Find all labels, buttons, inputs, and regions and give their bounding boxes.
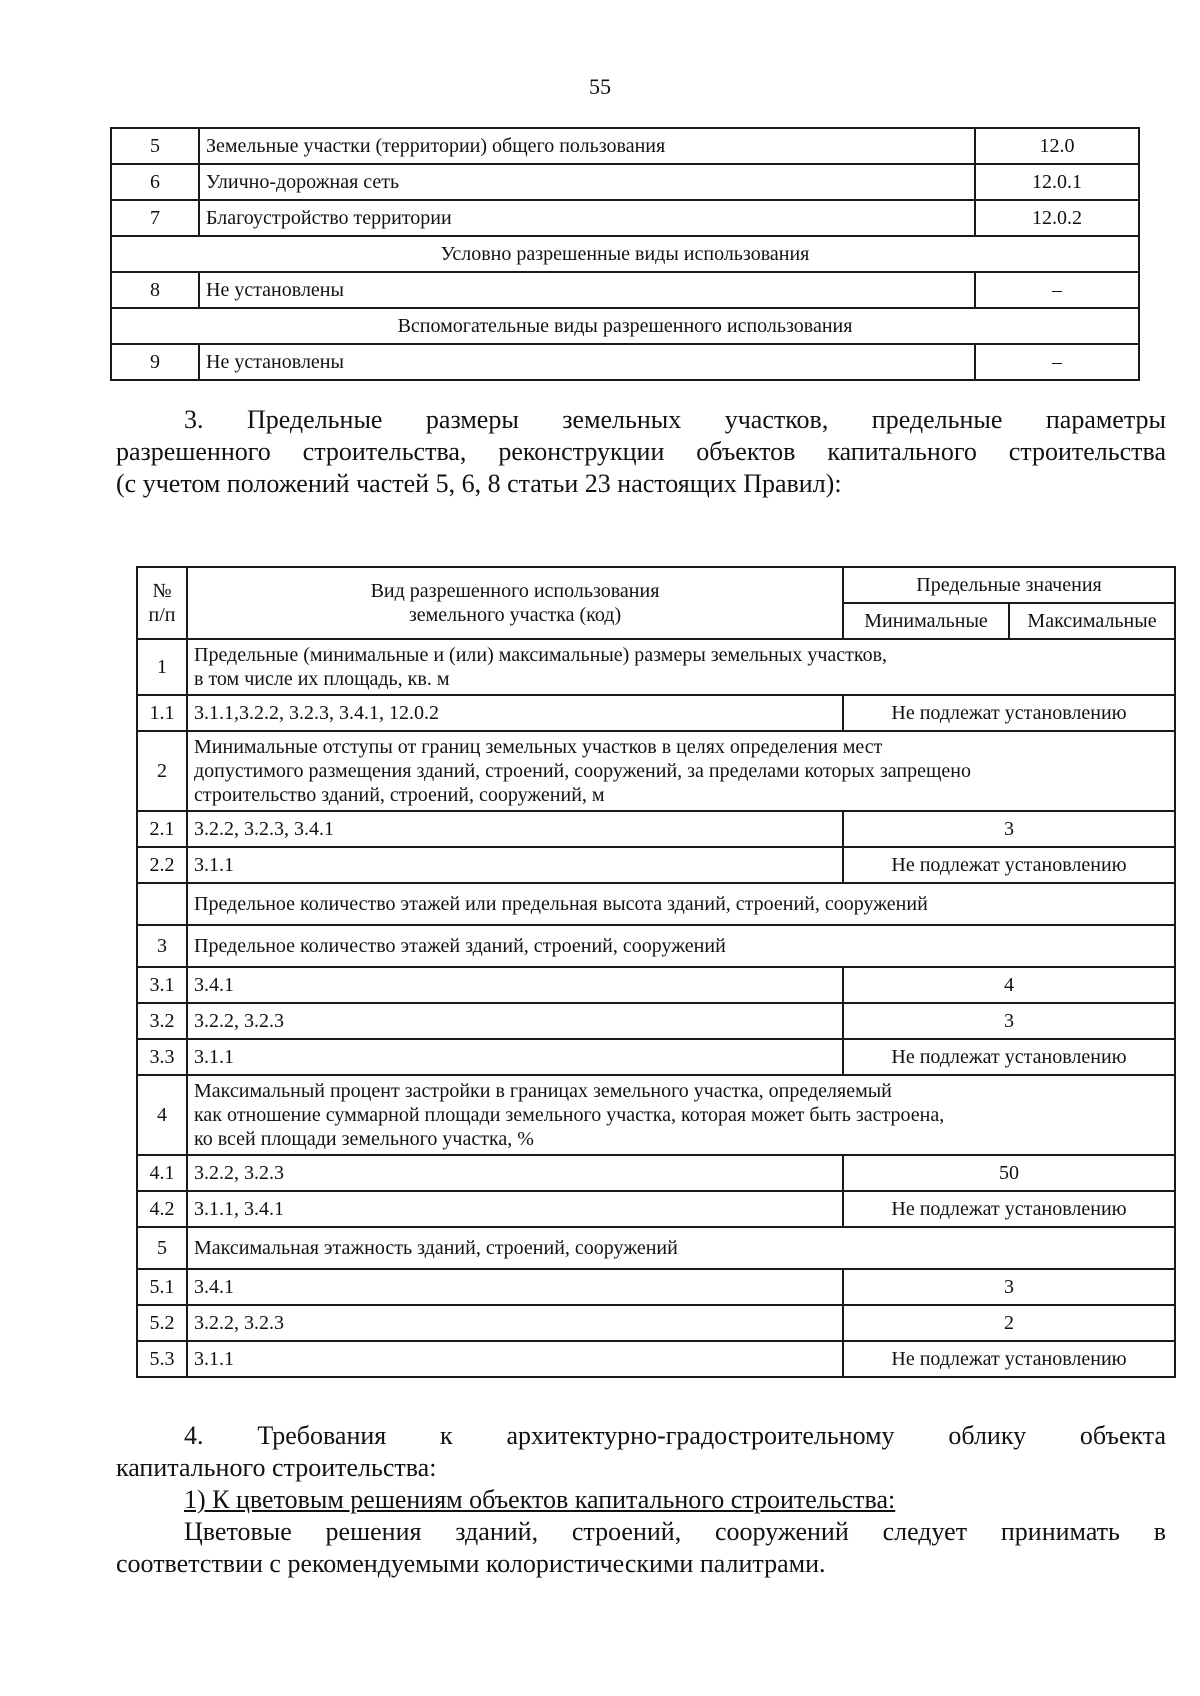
uses-num: 8 (111, 272, 199, 308)
uses-code: 12.0 (975, 128, 1139, 164)
limits-num: 1.1 (137, 695, 187, 731)
limits-value-row (137, 695, 1175, 731)
limits-value-row (137, 811, 1175, 847)
uses-name: Земельные участки (территории) общего пользования (199, 128, 975, 164)
section3-line3: (с учетом положений частей 5, 6, 8 статьи 23 настоящих Правил): (116, 469, 842, 498)
limits-codes: 3.2.2, 3.2.3, 3.4.1 (187, 811, 843, 847)
section4-item1 (116, 1484, 1166, 1516)
limits-table-body (137, 567, 1175, 1377)
page-number: 55 (589, 74, 611, 99)
limits-value-row (137, 1341, 1175, 1377)
permitted-uses-table (110, 127, 1140, 381)
limits-value: 3 (843, 811, 1175, 847)
limits-value: 50 (843, 1155, 1175, 1191)
limits-codes: 3.1.1 (187, 1341, 843, 1377)
limits-value: Не подлежат установлению (843, 1191, 1175, 1227)
limits-section-text: Предельное количество этажей или предельная высота зданий, строений, сооружений (187, 883, 1175, 925)
section3-line1: 3. Предельные размеры земельных участков, предельные параметры (184, 405, 1166, 434)
section4-para-line2: соответствии с рекомендуемыми колористическими палитрами. (116, 1549, 826, 1578)
limits-num: 5.1 (137, 1269, 187, 1305)
limits-section-text: Максимальная этажность зданий, строений, сооружений (187, 1227, 1175, 1269)
uses-num: 9 (111, 344, 199, 380)
limits-header-row (137, 567, 1175, 603)
section4-line1: 4. Требования к архитектурно-градостроительному облику объекта (184, 1421, 1166, 1450)
limits-section-text: Предельное количество этажей зданий, строений, сооружений (187, 925, 1175, 967)
limits-num: 2.2 (137, 847, 187, 883)
uses-heading: Условно разрешенные виды использования (111, 236, 1139, 272)
limits-section-text: Предельные (минимальные и (или) максимальные) размеры земельных участков, в том числе их площадь, кв. м (187, 639, 1175, 695)
uses-row (111, 200, 1139, 236)
limits-value-row (137, 847, 1175, 883)
limits-num: 2 (137, 731, 187, 811)
limits-value-row (137, 1155, 1175, 1191)
limits-codes: 3.1.1, 3.4.1 (187, 1191, 843, 1227)
limits-section-text: Минимальные отступы от границ земельных участков в целях определения мест допустимого размещения зданий, строений, сооружений, за пределами которых запрещено строительство зданий, строений, сооружений, м (187, 731, 1175, 811)
limits-codes: 3.1.1 (187, 1039, 843, 1075)
limits-codes: 3.1.1 (187, 847, 843, 883)
section4-line2: капитального строительства: (116, 1453, 437, 1482)
limits-table (136, 566, 1176, 1378)
limits-value: Не подлежат установлению (843, 847, 1175, 883)
limits-value-row (137, 1039, 1175, 1075)
limits-num: 3.1 (137, 967, 187, 1003)
uses-code: – (975, 344, 1139, 380)
limits-value: 4 (843, 967, 1175, 1003)
limits-num: 5.3 (137, 1341, 187, 1377)
permitted-uses-body (111, 128, 1139, 380)
uses-name: Не установлены (199, 272, 975, 308)
limits-value: Не подлежат установлению (843, 695, 1175, 731)
limits-value-row (137, 1003, 1175, 1039)
header-num: № п/п (137, 567, 187, 639)
uses-heading-row (111, 308, 1139, 344)
limits-section-row (137, 1075, 1175, 1155)
header-max: Максимальные (1009, 603, 1175, 639)
limits-value-row (137, 1191, 1175, 1227)
uses-num: 5 (111, 128, 199, 164)
header-kind: Вид разрешенного использования земельного участка (код) (187, 567, 843, 639)
uses-row (111, 164, 1139, 200)
uses-row (111, 272, 1139, 308)
uses-heading-row (111, 236, 1139, 272)
limits-section-row (137, 731, 1175, 811)
limits-section-row (137, 883, 1175, 925)
limits-value: 2 (843, 1305, 1175, 1341)
limits-num: 4 (137, 1075, 187, 1155)
limits-num: 4.1 (137, 1155, 187, 1191)
limits-num: 2.1 (137, 811, 187, 847)
uses-heading: Вспомогательные виды разрешенного использования (111, 308, 1139, 344)
limits-value-row (137, 967, 1175, 1003)
header-limits: Предельные значения (843, 567, 1175, 603)
limits-codes: 3.4.1 (187, 967, 843, 1003)
limits-codes: 3.2.2, 3.2.3 (187, 1305, 843, 1341)
limits-num: 3.2 (137, 1003, 187, 1039)
uses-row (111, 344, 1139, 380)
limits-value-row (137, 1305, 1175, 1341)
limits-codes: 3.2.2, 3.2.3 (187, 1003, 843, 1039)
section4-item1-text: 1) К цветовым решениям объектов капитального строительства: (184, 1485, 896, 1514)
limits-value-row (137, 1269, 1175, 1305)
limits-num (137, 883, 187, 925)
limits-num: 4.2 (137, 1191, 187, 1227)
limits-num: 1 (137, 639, 187, 695)
uses-code: 12.0.2 (975, 200, 1139, 236)
uses-row (111, 128, 1139, 164)
limits-codes: 3.1.1,3.2.2, 3.2.3, 3.4.1, 12.0.2 (187, 695, 843, 731)
limits-num: 3 (137, 925, 187, 967)
uses-num: 7 (111, 200, 199, 236)
limits-value: Не подлежат установлению (843, 1039, 1175, 1075)
limits-num: 3.3 (137, 1039, 187, 1075)
section4-para-line1: Цветовые решения зданий, строений, сооружений следует принимать в (184, 1517, 1166, 1546)
limits-num: 5 (137, 1227, 187, 1269)
uses-num: 6 (111, 164, 199, 200)
section3-line2: разрешенного строительства, реконструкции объектов капитального строительства (116, 437, 1166, 466)
limits-section-row (137, 925, 1175, 967)
limits-section-text: Максимальный процент застройки в границах земельного участка, определяемый как отношение суммарной площади земельного участка, которая может быть застроена, ко всей площади земельного участка, % (187, 1075, 1175, 1155)
header-min: Минимальные (843, 603, 1009, 639)
uses-name: Улично-дорожная сеть (199, 164, 975, 200)
uses-code: 12.0.1 (975, 164, 1139, 200)
uses-code: – (975, 272, 1139, 308)
limits-value: 3 (843, 1003, 1175, 1039)
limits-value: 3 (843, 1269, 1175, 1305)
uses-name: Благоустройство территории (199, 200, 975, 236)
limits-section-row (137, 639, 1175, 695)
limits-num: 5.2 (137, 1305, 187, 1341)
limits-codes: 3.4.1 (187, 1269, 843, 1305)
limits-section-row (137, 1227, 1175, 1269)
uses-name: Не установлены (199, 344, 975, 380)
limits-codes: 3.2.2, 3.2.3 (187, 1155, 843, 1191)
limits-value: Не подлежат установлению (843, 1341, 1175, 1377)
